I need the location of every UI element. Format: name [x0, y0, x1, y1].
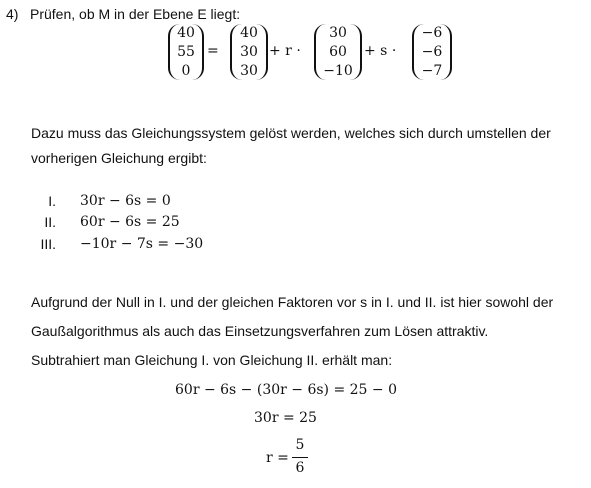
support-vector-x: 40	[240, 25, 258, 41]
system-equation-3: −10r − 7s = −30	[80, 236, 204, 252]
plus-r-term: + r ·	[269, 43, 301, 59]
paragraph1-line2: vorherigen Gleichung ergibt:	[31, 150, 207, 166]
system-label-3: III.	[40, 236, 56, 252]
direction-vector-r	[314, 24, 362, 80]
fraction-numerator: 5	[295, 437, 305, 453]
equals-sign: =	[207, 43, 219, 59]
system-label-1: I.	[48, 193, 56, 209]
paragraph2-line3: Subtrahiert man Gleichung I. von Gleichung II. erhält man:	[31, 352, 393, 368]
vector-m-x: 40	[177, 25, 195, 41]
derivation-step1: 60r − 6s − (30r − 6s) = 25 − 0	[175, 382, 397, 398]
direction-s-z: −7	[421, 63, 443, 79]
fraction-denominator: 6	[295, 460, 305, 476]
derivation-step3-lhs: r =	[266, 450, 289, 466]
direction-s-x: −6	[421, 25, 443, 41]
paragraph1-line1: Dazu muss das Gleichungssystem gelöst werden, welches sich durch umstellen der	[31, 125, 551, 141]
derivation-step2: 30r = 25	[254, 410, 317, 426]
system-label-2: II.	[44, 214, 56, 230]
vector-m-z: 0	[181, 63, 191, 79]
task-heading: Prüfen, ob M in der Ebene E liegt:	[30, 6, 241, 22]
fraction-bar	[292, 457, 308, 458]
vector-m-y: 55	[177, 44, 195, 60]
direction-vector-s	[412, 24, 452, 80]
support-vector	[230, 24, 268, 80]
vector-m	[168, 24, 204, 80]
direction-r-z: −10	[323, 63, 353, 79]
plus-s-term: + s ·	[364, 43, 397, 59]
paragraph2-line2: Gaußalgorithmus als auch das Einsetzungsverfahren zum Lösen attraktiv.	[31, 323, 489, 339]
paragraph2-line1: Aufgrund der Null in I. und der gleichen Faktoren vor s in I. und II. ist hier sowohl der	[31, 294, 554, 310]
task-number: 4)	[6, 6, 19, 22]
support-vector-z: 30	[240, 63, 258, 79]
direction-s-y: −6	[421, 44, 443, 60]
system-equation-1: 30r − 6s = 0	[80, 193, 171, 209]
direction-r-y: 60	[329, 44, 347, 60]
support-vector-y: 30	[240, 44, 258, 60]
system-equation-2: 60r − 6s = 25	[80, 214, 180, 230]
direction-r-x: 30	[329, 25, 347, 41]
